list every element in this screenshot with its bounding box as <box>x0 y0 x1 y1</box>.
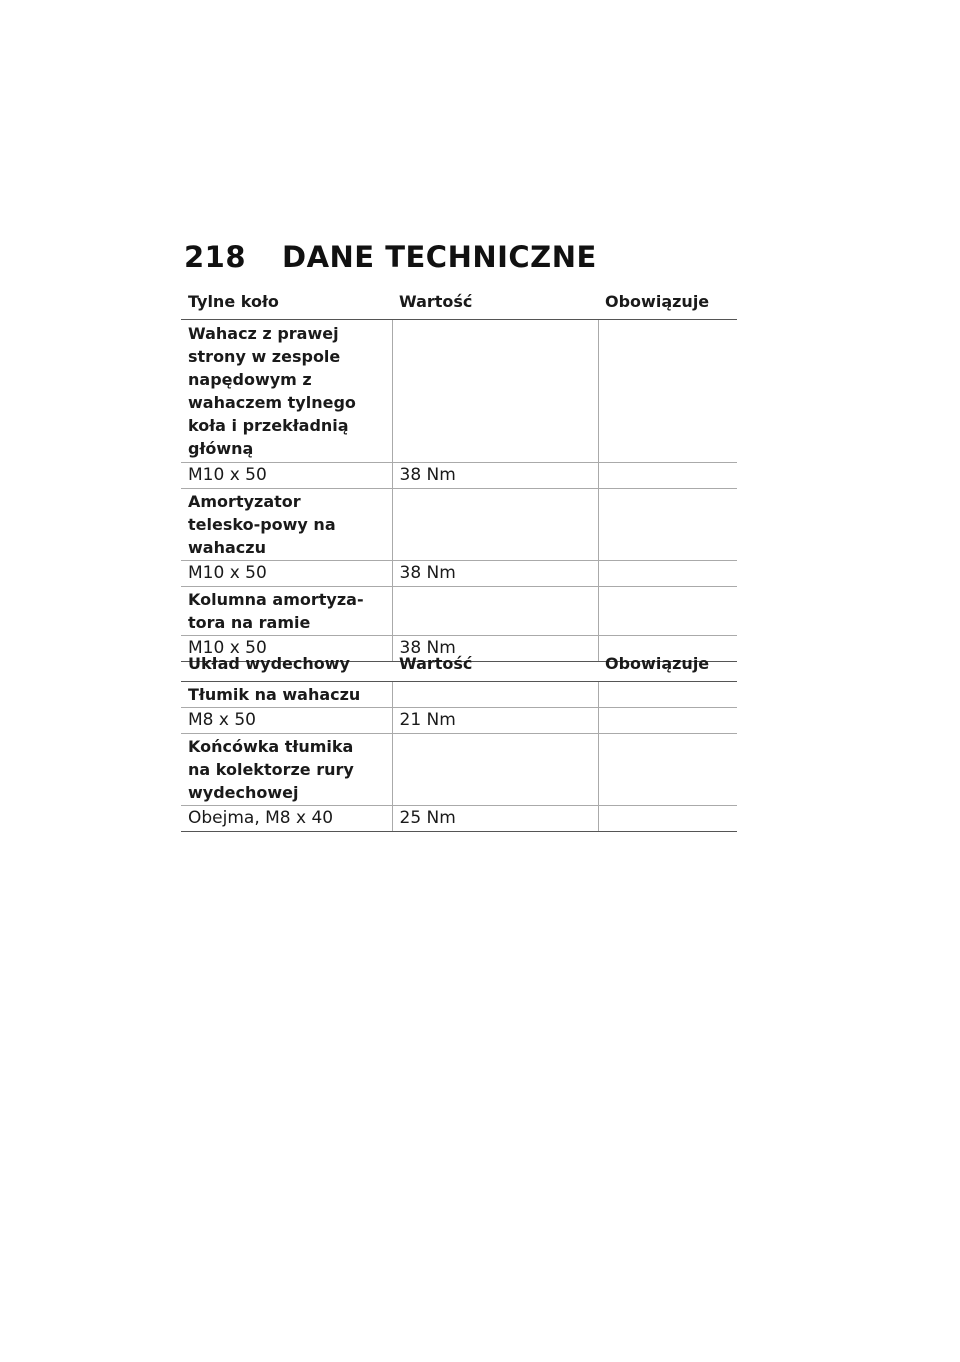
table-row <box>181 734 737 806</box>
torque-value: 38 Nm <box>392 463 598 489</box>
torque-value <box>392 320 598 463</box>
torque-value: 38 Nm <box>392 561 598 587</box>
bolt-spec: M10 x 50 <box>181 463 392 489</box>
bolt-spec: M8 x 50 <box>181 708 392 734</box>
column-header-applies: Obowiązuje <box>598 292 737 320</box>
column-header-value: Wartość <box>392 654 598 682</box>
applies-value <box>598 682 737 708</box>
component-name: Kolumna amortyza-tora na ramie <box>181 587 392 636</box>
column-header-component: Układ wydechowy <box>181 654 392 682</box>
table-row <box>181 561 737 587</box>
applies-value <box>598 708 737 734</box>
torque-value <box>392 587 598 636</box>
page-number: 218 <box>184 240 247 274</box>
applies-value <box>598 320 737 463</box>
applies-value <box>598 734 737 806</box>
table-row <box>181 489 737 561</box>
table-header-row <box>181 292 737 320</box>
section-title: DANE TECHNICZNE <box>282 240 597 274</box>
table-row <box>181 708 737 734</box>
torque-value <box>392 734 598 806</box>
component-name: Końcówka tłumika na kolektorze rury wydechowej <box>181 734 392 806</box>
component-name: Tłumik na wahaczu <box>181 682 392 708</box>
applies-value <box>598 561 737 587</box>
table-row <box>181 320 737 463</box>
applies-value <box>598 587 737 636</box>
table-header-row <box>181 654 737 682</box>
component-name: Amortyzator telesko-powy na wahaczu <box>181 489 392 561</box>
torque-value: 21 Nm <box>392 708 598 734</box>
table-row <box>181 682 737 708</box>
exhaust-system-torque-table <box>181 654 737 832</box>
component-name: Wahacz z prawej strony w zespole napędowym z wahaczem tylnego koła i przekładnią główną <box>181 320 392 463</box>
torque-value <box>392 489 598 561</box>
column-header-component: Tylne koło <box>181 292 392 320</box>
torque-value <box>392 682 598 708</box>
bolt-spec: M10 x 50 <box>181 561 392 587</box>
torque-value: 38 Nm <box>392 636 598 662</box>
column-header-value: Wartość <box>392 292 598 320</box>
torque-value: 25 Nm <box>392 806 598 832</box>
applies-value <box>598 489 737 561</box>
bolt-spec: M10 x 50 <box>181 636 392 662</box>
rear-wheel-torque-table <box>181 292 737 662</box>
table-row <box>181 806 737 832</box>
column-header-applies: Obowiązuje <box>598 654 737 682</box>
table-row <box>181 587 737 636</box>
applies-value <box>598 806 737 832</box>
bolt-spec: Obejma, M8 x 40 <box>181 806 392 832</box>
applies-value <box>598 463 737 489</box>
table-row <box>181 463 737 489</box>
page-header <box>184 240 597 274</box>
